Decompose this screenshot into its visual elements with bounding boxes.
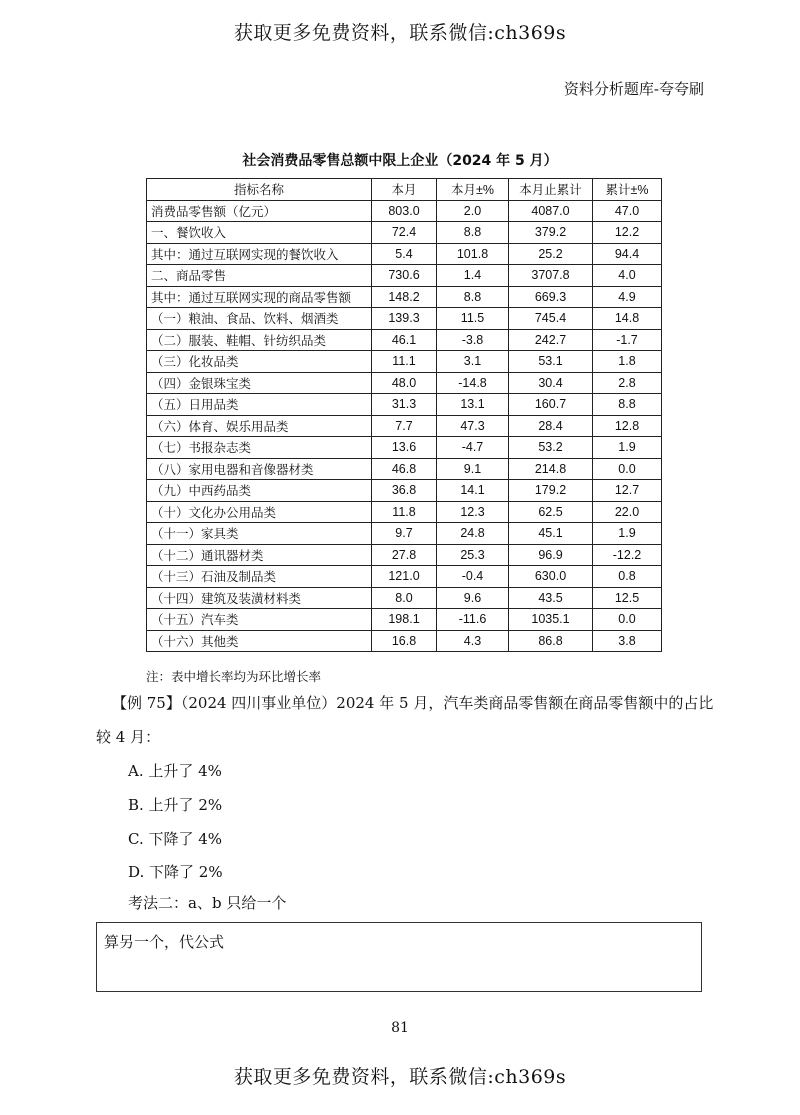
indicator-cell: （十二）通讯器材类 [147,544,372,566]
cumulative-change-cell: 12.2 [593,222,662,244]
month-cell: 8.0 [372,587,437,609]
watermark-top: 获取更多免费资料，联系微信:ch369s [233,22,567,44]
table-row [147,372,662,394]
month-change-cell: 13.1 [437,394,509,416]
table-title: 社会消费品零售总额中限上企业（2024 年 5 月） [242,153,558,169]
cumulative-change-cell: 47.0 [593,200,662,222]
cumulative-cell: 1035.1 [509,609,593,631]
indicator-cell: （一）粮油、食品、饮料、烟酒类 [147,308,372,330]
month-change-cell: 8.8 [437,286,509,308]
cumulative-cell: 53.1 [509,351,593,373]
indicator-cell: （二）服装、鞋帽、针纺织品类 [147,329,372,351]
cumulative-change-cell: 22.0 [593,501,662,523]
retail-sales-table [146,178,662,652]
indicator-cell: （三）化妆品类 [147,351,372,373]
option-c: C. 下降了 4% [128,830,223,848]
month-cell: 803.0 [372,200,437,222]
month-change-cell: -3.8 [437,329,509,351]
watermark-bottom: 获取更多免费资料，联系微信:ch369s [233,1066,567,1088]
cumulative-change-cell: 0.8 [593,566,662,588]
cumulative-change-cell: 8.8 [593,394,662,416]
option-d: D. 下降了 2% [128,863,223,881]
month-change-cell: 8.8 [437,222,509,244]
cumulative-cell: 379.2 [509,222,593,244]
indicator-cell: 一、餐饮收入 [147,222,372,244]
cumulative-cell: 3707.8 [509,265,593,287]
cumulative-change-cell: 1.9 [593,437,662,459]
indicator-cell: 其中：通过互联网实现的餐饮收入 [147,243,372,265]
month-cell: 72.4 [372,222,437,244]
cumulative-change-cell: 12.7 [593,480,662,502]
question-text-line1: 【例 75】（2024 四川事业单位）2024 年 5 月，汽车类商品零售额在商品零售额中的占比 [112,694,714,712]
month-change-cell: 101.8 [437,243,509,265]
month-cell: 46.8 [372,458,437,480]
table-row [147,200,662,222]
cumulative-cell: 630.0 [509,566,593,588]
month-cell: 5.4 [372,243,437,265]
indicator-cell: 其中：通过互联网实现的商品零售额 [147,286,372,308]
month-cell: 16.8 [372,630,437,652]
header-title: 资料分析题库-夸夸刷 [563,80,704,98]
cumulative-change-cell: 94.4 [593,243,662,265]
header-month: 本月 [372,179,437,201]
table-header-row [147,179,662,201]
cumulative-change-cell: 14.8 [593,308,662,330]
indicator-cell: （七）书报杂志类 [147,437,372,459]
month-change-cell: 3.1 [437,351,509,373]
indicator-cell: （四）金银珠宝类 [147,372,372,394]
cumulative-change-cell: 1.9 [593,523,662,545]
cumulative-cell: 43.5 [509,587,593,609]
indicator-cell: （十）文化办公用品类 [147,501,372,523]
table-row [147,286,662,308]
month-cell: 9.7 [372,523,437,545]
note-box-text: 算另一个，代公式 [104,933,225,951]
indicator-cell: （八）家用电器和音像器材类 [147,458,372,480]
month-change-cell: 9.6 [437,587,509,609]
cumulative-cell: 160.7 [509,394,593,416]
question-text-line2: 较 4 月： [96,728,161,746]
table-row [147,222,662,244]
month-cell: 139.3 [372,308,437,330]
table-row [147,243,662,265]
indicator-cell: （十四）建筑及装潢材料类 [147,587,372,609]
cumulative-cell: 28.4 [509,415,593,437]
month-cell: 121.0 [372,566,437,588]
cumulative-cell: 4087.0 [509,200,593,222]
cumulative-cell: 53.2 [509,437,593,459]
cumulative-cell: 62.5 [509,501,593,523]
cumulative-cell: 745.4 [509,308,593,330]
table-row [147,609,662,631]
header-cumulative: 本月止累计 [509,179,593,201]
month-change-cell: -14.8 [437,372,509,394]
month-cell: 11.1 [372,351,437,373]
table-row [147,415,662,437]
month-change-cell: 9.1 [437,458,509,480]
indicator-cell: （十一）家具类 [147,523,372,545]
month-change-cell: 2.0 [437,200,509,222]
table-row [147,630,662,652]
month-cell: 148.2 [372,286,437,308]
cumulative-change-cell: 1.8 [593,351,662,373]
cumulative-cell: 25.2 [509,243,593,265]
table-row [147,480,662,502]
cumulative-cell: 86.8 [509,630,593,652]
header-indicator: 指标名称 [147,179,372,201]
month-change-cell: 12.3 [437,501,509,523]
indicator-cell: 二、商品零售 [147,265,372,287]
cumulative-change-cell: 2.8 [593,372,662,394]
cumulative-change-cell: 12.8 [593,415,662,437]
cumulative-change-cell: 4.9 [593,286,662,308]
indicator-cell: （十六）其他类 [147,630,372,652]
month-cell: 11.8 [372,501,437,523]
table-row [147,437,662,459]
option-b: B. 上升了 2% [128,796,223,814]
cumulative-cell: 45.1 [509,523,593,545]
month-cell: 46.1 [372,329,437,351]
month-change-cell: 4.3 [437,630,509,652]
indicator-cell: （十三）石油及制品类 [147,566,372,588]
month-change-cell: -4.7 [437,437,509,459]
month-cell: 27.8 [372,544,437,566]
cumulative-change-cell: 3.8 [593,630,662,652]
cumulative-change-cell: 0.0 [593,458,662,480]
cumulative-cell: 214.8 [509,458,593,480]
table-row [147,566,662,588]
month-change-cell: 47.3 [437,415,509,437]
table-row [147,265,662,287]
table-row [147,523,662,545]
month-change-cell: -0.4 [437,566,509,588]
table-row [147,501,662,523]
table-row [147,394,662,416]
month-cell: 7.7 [372,415,437,437]
month-change-cell: -11.6 [437,609,509,631]
header-month-change: 本月±% [437,179,509,201]
table-row [147,587,662,609]
cumulative-cell: 242.7 [509,329,593,351]
month-cell: 730.6 [372,265,437,287]
option-a: A. 上升了 4% [128,762,222,780]
cumulative-cell: 669.3 [509,286,593,308]
table-row [147,458,662,480]
table-note: 注：表中增长率均为环比增长率 [146,670,322,684]
month-cell: 198.1 [372,609,437,631]
cumulative-change-cell: 12.5 [593,587,662,609]
month-change-cell: 11.5 [437,308,509,330]
cumulative-change-cell: -12.2 [593,544,662,566]
indicator-cell: （十五）汽车类 [147,609,372,631]
cumulative-change-cell: -1.7 [593,329,662,351]
table-row [147,308,662,330]
cumulative-cell: 96.9 [509,544,593,566]
table-row [147,544,662,566]
month-cell: 13.6 [372,437,437,459]
month-change-cell: 25.3 [437,544,509,566]
month-cell: 36.8 [372,480,437,502]
month-change-cell: 24.8 [437,523,509,545]
cumulative-change-cell: 4.0 [593,265,662,287]
month-cell: 31.3 [372,394,437,416]
cumulative-cell: 179.2 [509,480,593,502]
month-cell: 48.0 [372,372,437,394]
table-row [147,329,662,351]
cumulative-change-cell: 0.0 [593,609,662,631]
indicator-cell: （九）中西药品类 [147,480,372,502]
indicator-cell: 消费品零售额（亿元） [147,200,372,222]
month-change-cell: 1.4 [437,265,509,287]
cumulative-cell: 30.4 [509,372,593,394]
page-number: 81 [391,1020,409,1036]
table-row [147,351,662,373]
indicator-cell: （五）日用品类 [147,394,372,416]
month-change-cell: 14.1 [437,480,509,502]
method-heading: 考法二：a、b 只给一个 [128,894,287,912]
indicator-cell: （六）体育、娱乐用品类 [147,415,372,437]
header-cumulative-change: 累计±% [593,179,662,201]
